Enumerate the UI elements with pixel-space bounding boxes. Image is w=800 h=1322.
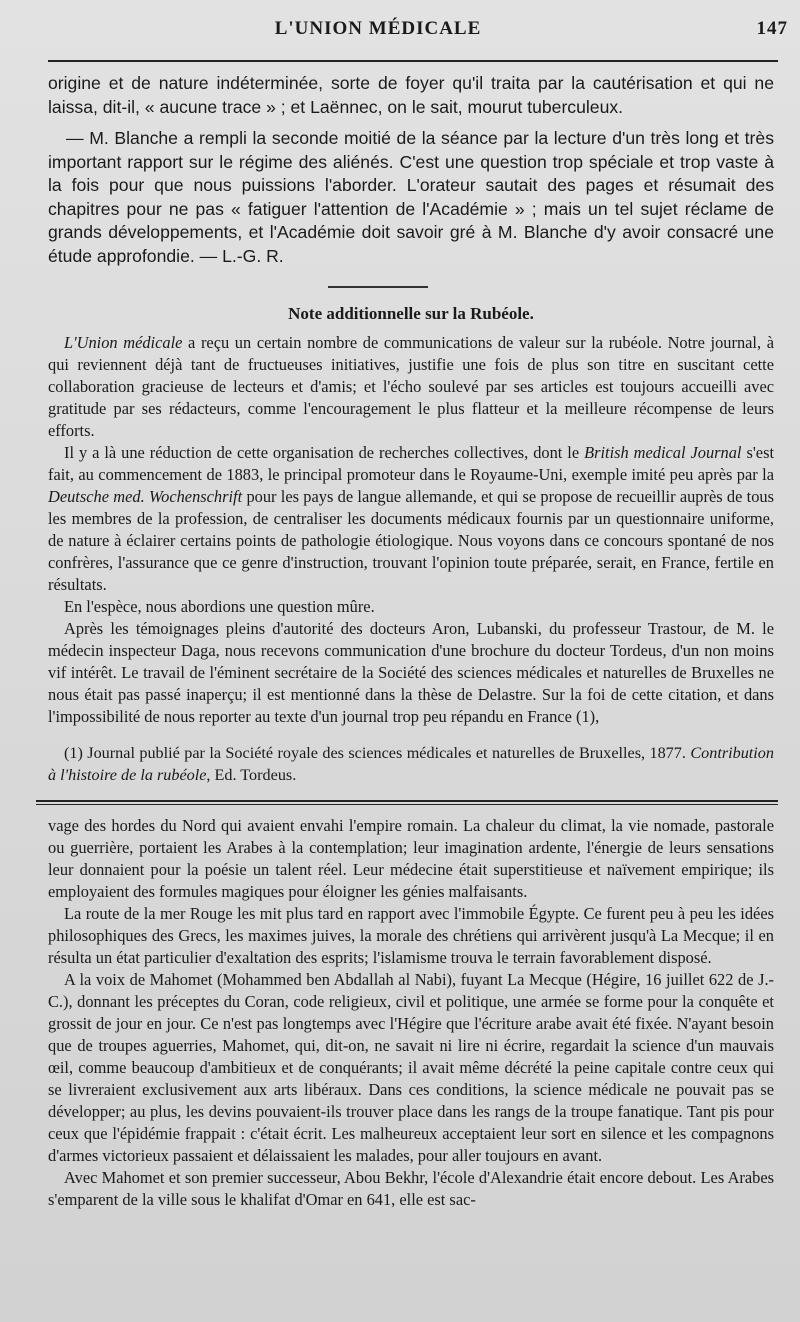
- footnote: [48, 742, 774, 786]
- note-text: pour les pays de langue allemande, et qui se propose de recueillir auprès de tous les membres de la profession, de centraliser les documents médicaux fournis par un questionnaire uniforme, de nature à éclairer certains points de pathologie étiologique. Nous voyons dans ce concours spontané de nos confrères, l'assurance que ce genre d'instruction, trouvant l'opinion toute préparée, serait, en France, fertile en résultats.: [48, 487, 774, 594]
- journal-title: L'UNION MÉDICALE: [274, 18, 482, 39]
- footnote-text: (1) Journal publié par la Société royale des sciences médicales et naturelles de Bruxelles, 1877.: [64, 744, 691, 762]
- feuilleton-body: [48, 815, 774, 1211]
- journal-name-italic: Deutsche med. Wochenschrift: [48, 487, 243, 506]
- feuilleton-rule: [36, 800, 778, 805]
- page-number: 147: [756, 18, 788, 39]
- journal-name-italic: British medical Journal: [584, 443, 742, 462]
- note-paragraph: En l'espèce, nous abordions une question mûre.: [64, 597, 375, 616]
- lead-paragraph: origine et de nature indéterminée, sorte de foyer qu'il traita par la cautérisation et qui ne laissa, dit-il, « aucune trace » ; et Laënnec, on le sait, mourut tuberculeux.: [48, 73, 774, 117]
- note-text: Il y a là une réduction de cette organisation de recherches collectives, dont le: [64, 443, 585, 462]
- note-body: [48, 332, 774, 728]
- header-rule: [48, 60, 778, 62]
- note-paragraph: [48, 442, 774, 596]
- journal-name-italic: L'Union médicale: [64, 333, 183, 352]
- section-divider: [328, 286, 428, 288]
- footnote-title-italic: Contribution à l'histoire de la rubéole: [48, 744, 774, 784]
- lead-section: [48, 72, 774, 268]
- note-text: s'est fait, au commencement de 1883, le principal promoteur dans le Royaume-Uni, exemple imité peu après par la: [48, 443, 774, 484]
- note-paragraph: [48, 332, 774, 442]
- footnote-text: , Ed. Tordeus.: [206, 766, 297, 784]
- feuilleton-paragraph: Avec Mahomet et son premier successeur, Abou Bekhr, l'école d'Alexandrie était encore debout. Les Arabes s'emparent de la ville sous le khalifat d'Omar en 641, elle est sac-: [48, 1168, 774, 1209]
- running-header: [48, 14, 788, 52]
- note-paragraph: Après les témoignages pleins d'autorité des docteurs Aron, Lubanski, du professeur Trastour, de M. le médecin inspecteur Daga, nous recevons communication d'une brochure du docteur Tordeus, d'un non moins vif intérêt. Le travail de l'éminent secrétaire de la Société des sciences médicales et naturelles de Bruxelles ne nous était pas passé inaperçu; il est mentionné dans la thèse de Delastre. Sur la foi de cette citation, et dans l'impossibilité de nous reporter au texte d'un journal trop peu répandu en France (1),: [48, 619, 774, 726]
- feuilleton-paragraph: vage des hordes du Nord qui avaient envahi l'empire romain. La chaleur du climat, la vie nomade, pastorale ou guerrière, portaient les Arabes à la contemplation; leur imagination ardente, l'énergie de leurs sensations leur donnaient pour la poésie un talent réel. Leur médecine était superstitieuse et naïvement empirique; ils employaient des formules magiques pour éloigner les génies malfaisants.: [48, 816, 774, 901]
- feuilleton-paragraph: A la voix de Mahomet (Mohammed ben Abdallah al Nabi), fuyant La Mecque (Hégire, 16 juillet 622 de J.-C.), donnant les préceptes du Coran, code religieux, civil et politique, une armée se forme pour la conquête et grossit de jour en jour. Ce n'est pas longtemps avec l'Hégire que l'écriture arabe avait été fixée. N'ayant besoin que de troupes aguerries, Mahomet, qui, dit-on, ne savait ni lire ni écrire, regardait la science d'un mauvais œil, comme beaucoup d'ambitieux et de conquérants; il avait même décrété la peine capitale contre ceux qui se livreraient exclusivement aux arts libéraux. Dans ces conditions, la science médicale ne pouvait pas se développer; au plus, les devins pouvaient-ils trouver place dans les rangs de la troupe fanatique. Tant pis pour ceux que l'épidémie frappait : c'était écrit. Les malheureux acceptaient leur sort en silence et les compagnons d'armes victorieux passaient et délaissaient les malades, pour aller toujours en avant.: [48, 970, 774, 1165]
- note-text: a reçu un certain nombre de communications de valeur sur la rubéole. Notre journal, à qui reviennent déjà tant de fructueuses initiatives, justifie une fois de plus son titre en suscitant cette collaboration gracieuse de lecteurs et d'amis; et l'écho soulevé par ses articles est toujours accueilli avec gratitude par ses rédacteurs, comme l'encouragement le plus flatteur et la meilleure récompense de leurs efforts.: [48, 333, 774, 440]
- note-title: Note additionnelle sur la Rubéole.: [288, 304, 534, 323]
- lead-paragraph: — M. Blanche a rempli la seconde moitié de la séance par la lecture d'un très long et très important rapport sur le régime des aliénés. C'est une question trop spéciale et trop vaste à la fois pour que nous puissions l'aborder. L'orateur sautait des pages et résumait des chapitres pour ne pas « fatiguer l'attention de l'Académie » ; mais un tel sujet réclame de grands développements, et l'Académie doit savoir gré à M. Blanche d'y avoir consacré une étude approfondie. — L.-G. R.: [48, 128, 774, 266]
- feuilleton-paragraph: La route de la mer Rouge les mit plus tard en rapport avec l'immobile Égypte. Ce furent peu à peu les idées philosophiques des Grecs, les maximes juives, la morale des chrétiens qui arrivèrent jusqu'à La Mecque; il en résulta un état particulier d'exaltation des esprits; l'islamisme trouva le terrain favorablement disposé.: [48, 904, 774, 967]
